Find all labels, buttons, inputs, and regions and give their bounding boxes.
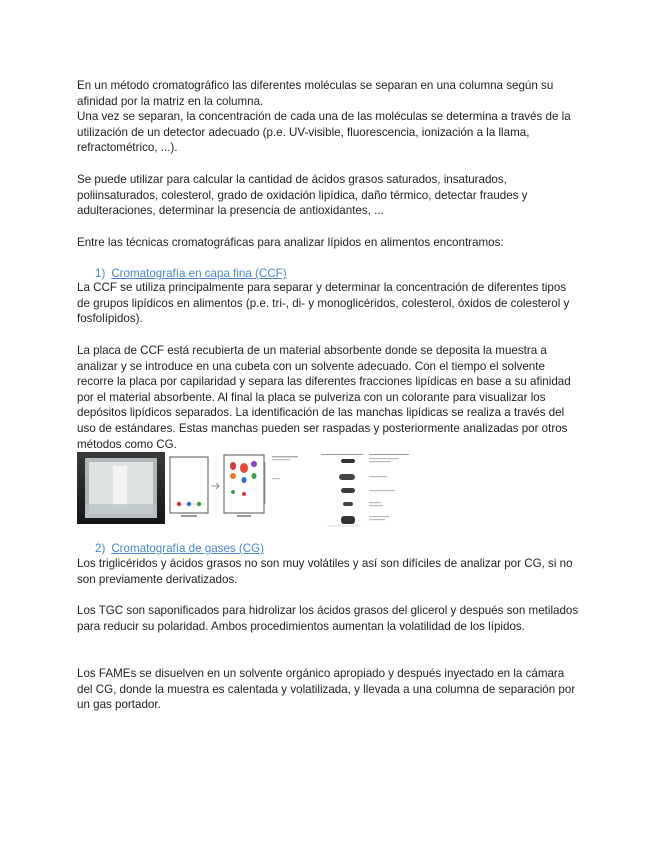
intro-paragraph-2: Una vez se separan, la concentración de cada una de las moléculas se determina a través de la utilización de un detector adecuado (p.e. UV-visible, fluorescencia, ionización a la llama, refractométrico, ...). — [77, 110, 571, 155]
section-2-number: 2) — [95, 542, 106, 555]
section-1-block-2 — [77, 343, 582, 452]
tlc-figures — [77, 452, 417, 532]
section-2-block-1 — [77, 556, 582, 587]
section-1-block-1 — [77, 280, 582, 327]
section-1-number: 1) — [95, 267, 106, 280]
uses-paragraph: Se puede utilizar para calcular la cantidad de ácidos grasos saturados, insaturados, poliinsaturados, colesterol, grado de oxidación lipídica, daño térmico, detectar fraudes y adulteraciones, determinar la presencia de antioxidantes, ... — [77, 173, 528, 218]
section-2-paragraph-1: Los triglicéridos y ácidos grasos no son muy volátiles y así son difíciles de analizar por CG, si no son previamente derivatizados. — [77, 557, 573, 586]
section-2-paragraph-2: Los TGC son saponificados para hidrolizar los ácidos grasos del glicerol y después son metilados para reducir su polaridad. Ambos procedimientos aumentan la volatilidad de los lípidos. — [77, 604, 579, 633]
tlc-plate-after — [223, 454, 269, 520]
tlc-plate-before — [169, 456, 209, 520]
section-2-block-3 — [77, 666, 582, 713]
tlc-tank-photo — [77, 452, 165, 524]
tlc-legend — [270, 454, 302, 494]
section-1-link[interactable]: Cromatografía en capa fina (CCF) — [111, 267, 287, 280]
uses-block — [77, 172, 582, 219]
section-2-paragraph-3: Los FAMEs se disuelven en un solvente orgánico apropiado y después inyectado en la cámara del CG, donde la muestra es calentada y volatilizada, y llevada a una columna de separación por un gas portador. — [77, 667, 576, 712]
section-1-paragraph-2: La placa de CCF está recubierta de un material absorbente donde se deposita la muestra a analizar y se introduce en una cubeta con un solvente adecuado. Con el tiempo el solvente recorre la placa por capilaridad y separa las diferentes fracciones lipídicas en base a su afinidad por el material absorbente. Al final la placa se pulveriza con un colorante para visualizar los depósitos lipídicos separados. La identificación de las manchas lipídicas se realiza a través del uso de estándares. Estas manchas pueden ser raspadas y posteriormente analizadas por otros métodos como CG. — [77, 344, 571, 451]
intro-block — [77, 78, 582, 156]
intro-paragraph-1: En un método cromatográfico las diferentes moléculas se separan en una columna según su afinidad por la matriz en la columna. — [77, 79, 554, 108]
lipid-bands-diagram — [321, 452, 413, 530]
section-1-paragraph-1: La CCF se utiliza principalmente para separar y determinar la concentración de diferentes tipos de grupos lipídicos en alimentos (p.e. tri-, di- y monoglicéridos, colesterol, óxidos de colesterol y fosfolípidos). — [77, 281, 570, 326]
section-2-block-2 — [77, 603, 582, 634]
arrow-icon — [211, 482, 221, 490]
section-2-heading — [95, 541, 264, 557]
section-2-link[interactable]: Cromatografía de gases (CG) — [111, 542, 265, 555]
techniques-intro — [77, 235, 582, 251]
techniques-paragraph: Entre las técnicas cromatográficas para analizar lípidos en alimentos encontramos: — [77, 236, 504, 249]
